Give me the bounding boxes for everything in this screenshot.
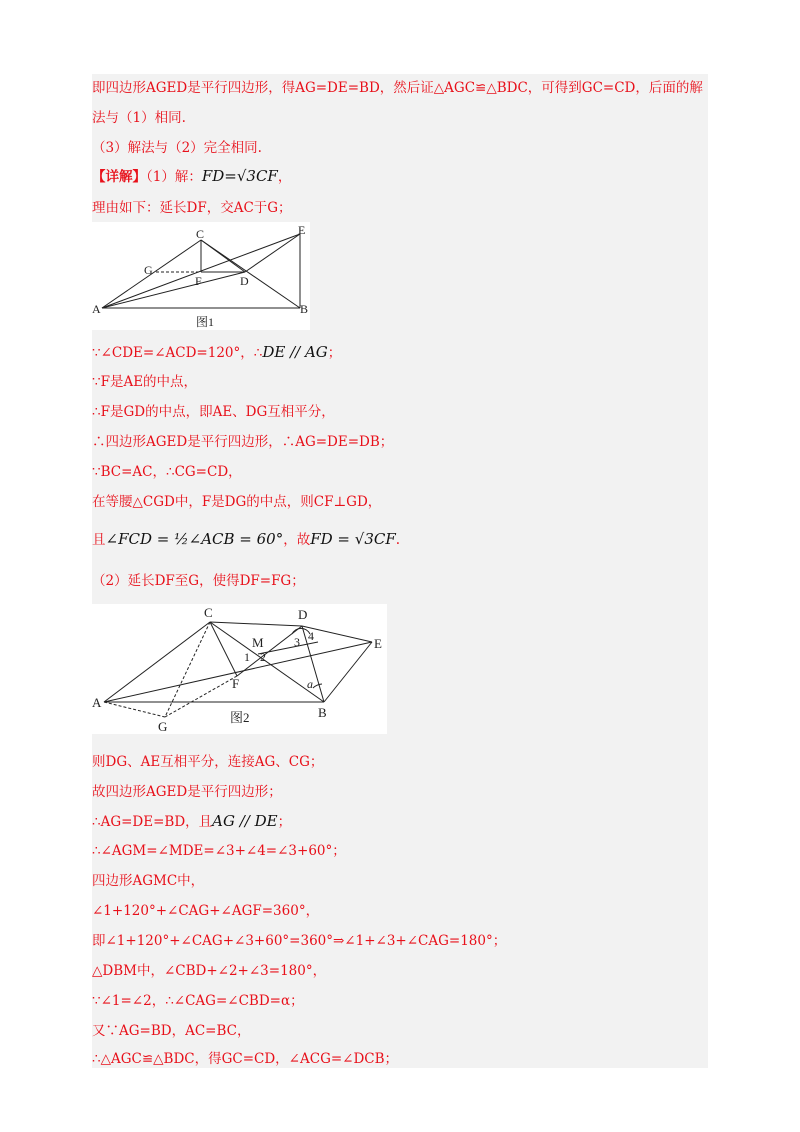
text-line-6: ∵∠CDE=∠ACD=120°，∴DE // AG； bbox=[92, 343, 342, 361]
formula-fcd-angle: ∠FCD = ½∠ACB = 60° bbox=[105, 530, 284, 548]
text-line-23: 又∵AG=BD，AC=BC， bbox=[92, 1023, 251, 1039]
formula-ag-parallel-de: AG // DE bbox=[212, 812, 278, 830]
text-line-2: 法与（1）相同. bbox=[92, 110, 186, 126]
figure-2 bbox=[92, 604, 387, 734]
text-line-15: 故四边形AGED是平行四边形； bbox=[92, 784, 282, 800]
text-line-18: 四边形AGMC中， bbox=[92, 873, 205, 889]
text-line-9: ∴四边形AGED是平行四边形，∴AG=DE=DB； bbox=[92, 434, 394, 450]
part1-label: （1）解： bbox=[146, 169, 202, 185]
text-line-5: 理由如下：延长DF，交AC于G； bbox=[92, 200, 292, 216]
fig1-label-f: F bbox=[195, 274, 202, 288]
fig1-label-c: C bbox=[196, 227, 205, 241]
text-line-8: ∴F是GD的中点，即AE、DG互相平分， bbox=[92, 404, 335, 420]
text-line-22: ∵∠1=∠2，∴∠CAG=∠CBD=α； bbox=[92, 993, 304, 1009]
text-line-24: ∴△AGC≌△BDC，得GC=CD，∠ACG=∠DCB； bbox=[92, 1051, 399, 1067]
fig2-label-3: 3 bbox=[294, 635, 300, 649]
fig2-label-g: G bbox=[158, 719, 168, 734]
text-line-13: （2）延长DF至G，使得DF=FG； bbox=[92, 573, 305, 589]
fig2-label-alpha: a bbox=[307, 677, 313, 691]
text-line-12: 且∠FCD = ½∠ACB = 60°，故FD = √3CF. bbox=[92, 530, 401, 548]
fig1-label-d: D bbox=[240, 274, 249, 288]
fig2-label-e: E bbox=[374, 636, 382, 651]
fig1-caption: 图1 bbox=[196, 315, 215, 329]
text-line-7: ∵F是AE的中点， bbox=[92, 374, 198, 390]
text-line-3: （3）解法与（2）完全相同. bbox=[92, 140, 262, 156]
text-line-16: ∴AG=DE=BD，且AG // DE； bbox=[92, 812, 292, 830]
text-line-20: 即∠1+120°+∠CAG+∠3+60°=360°⇒∠1+∠3+∠CAG=180°； bbox=[92, 933, 507, 949]
fig1-label-g: G bbox=[144, 263, 153, 277]
fig1-label-b: B bbox=[300, 302, 309, 316]
fig2-label-d: D bbox=[298, 607, 308, 622]
text-line-11: 在等腰△CGD中，F是DG的中点，则CF⊥GD， bbox=[92, 494, 382, 510]
fig2-label-1: 1 bbox=[244, 650, 250, 664]
fig2-label-a: A bbox=[92, 695, 102, 710]
fig2-label-b: B bbox=[318, 705, 327, 720]
fig2-caption: 图2 bbox=[230, 710, 250, 725]
formula-fd-result: FD = √3CF bbox=[310, 530, 396, 548]
figure-1-diagram bbox=[92, 222, 310, 330]
figure-1 bbox=[92, 222, 310, 330]
figure-2-diagram bbox=[92, 604, 387, 734]
fig1-label-e: E bbox=[298, 223, 306, 237]
fig2-label-c: C bbox=[204, 605, 213, 620]
fig2-label-m: M bbox=[252, 635, 264, 650]
fig2-label-2: 2 bbox=[260, 650, 266, 664]
text-line-17: ∴∠AGM=∠MDE=∠3+∠4=∠3+60°； bbox=[92, 843, 346, 859]
fig2-label-4: 4 bbox=[308, 629, 314, 643]
formula-fd: FD=√3CF bbox=[201, 167, 278, 185]
text-line-21: △DBM中，∠CBD+∠2+∠3=180°， bbox=[92, 963, 327, 979]
text-line-4: 【详解】（1）解：FD=√3CF， bbox=[92, 167, 292, 185]
fig2-label-f: F bbox=[232, 676, 240, 691]
text-line-19: ∠1+120°+∠CAG+∠AGF=360°， bbox=[92, 903, 320, 919]
detail-heading: 【详解】 bbox=[92, 169, 146, 185]
text-line-1: 即四边形AGED是平行四边形，得AG=DE=BD，然后证△AGC≌△BDC，可得到GC=CD，后面的解 bbox=[92, 80, 703, 96]
text-line-14: 则DG、AE互相平分，连接AG、CG； bbox=[92, 754, 324, 770]
text-line-10: ∵BC=AC，∴CG=CD， bbox=[92, 464, 242, 480]
formula-de-parallel-ag: DE // AG bbox=[262, 343, 328, 361]
fig1-label-a: A bbox=[92, 302, 101, 316]
